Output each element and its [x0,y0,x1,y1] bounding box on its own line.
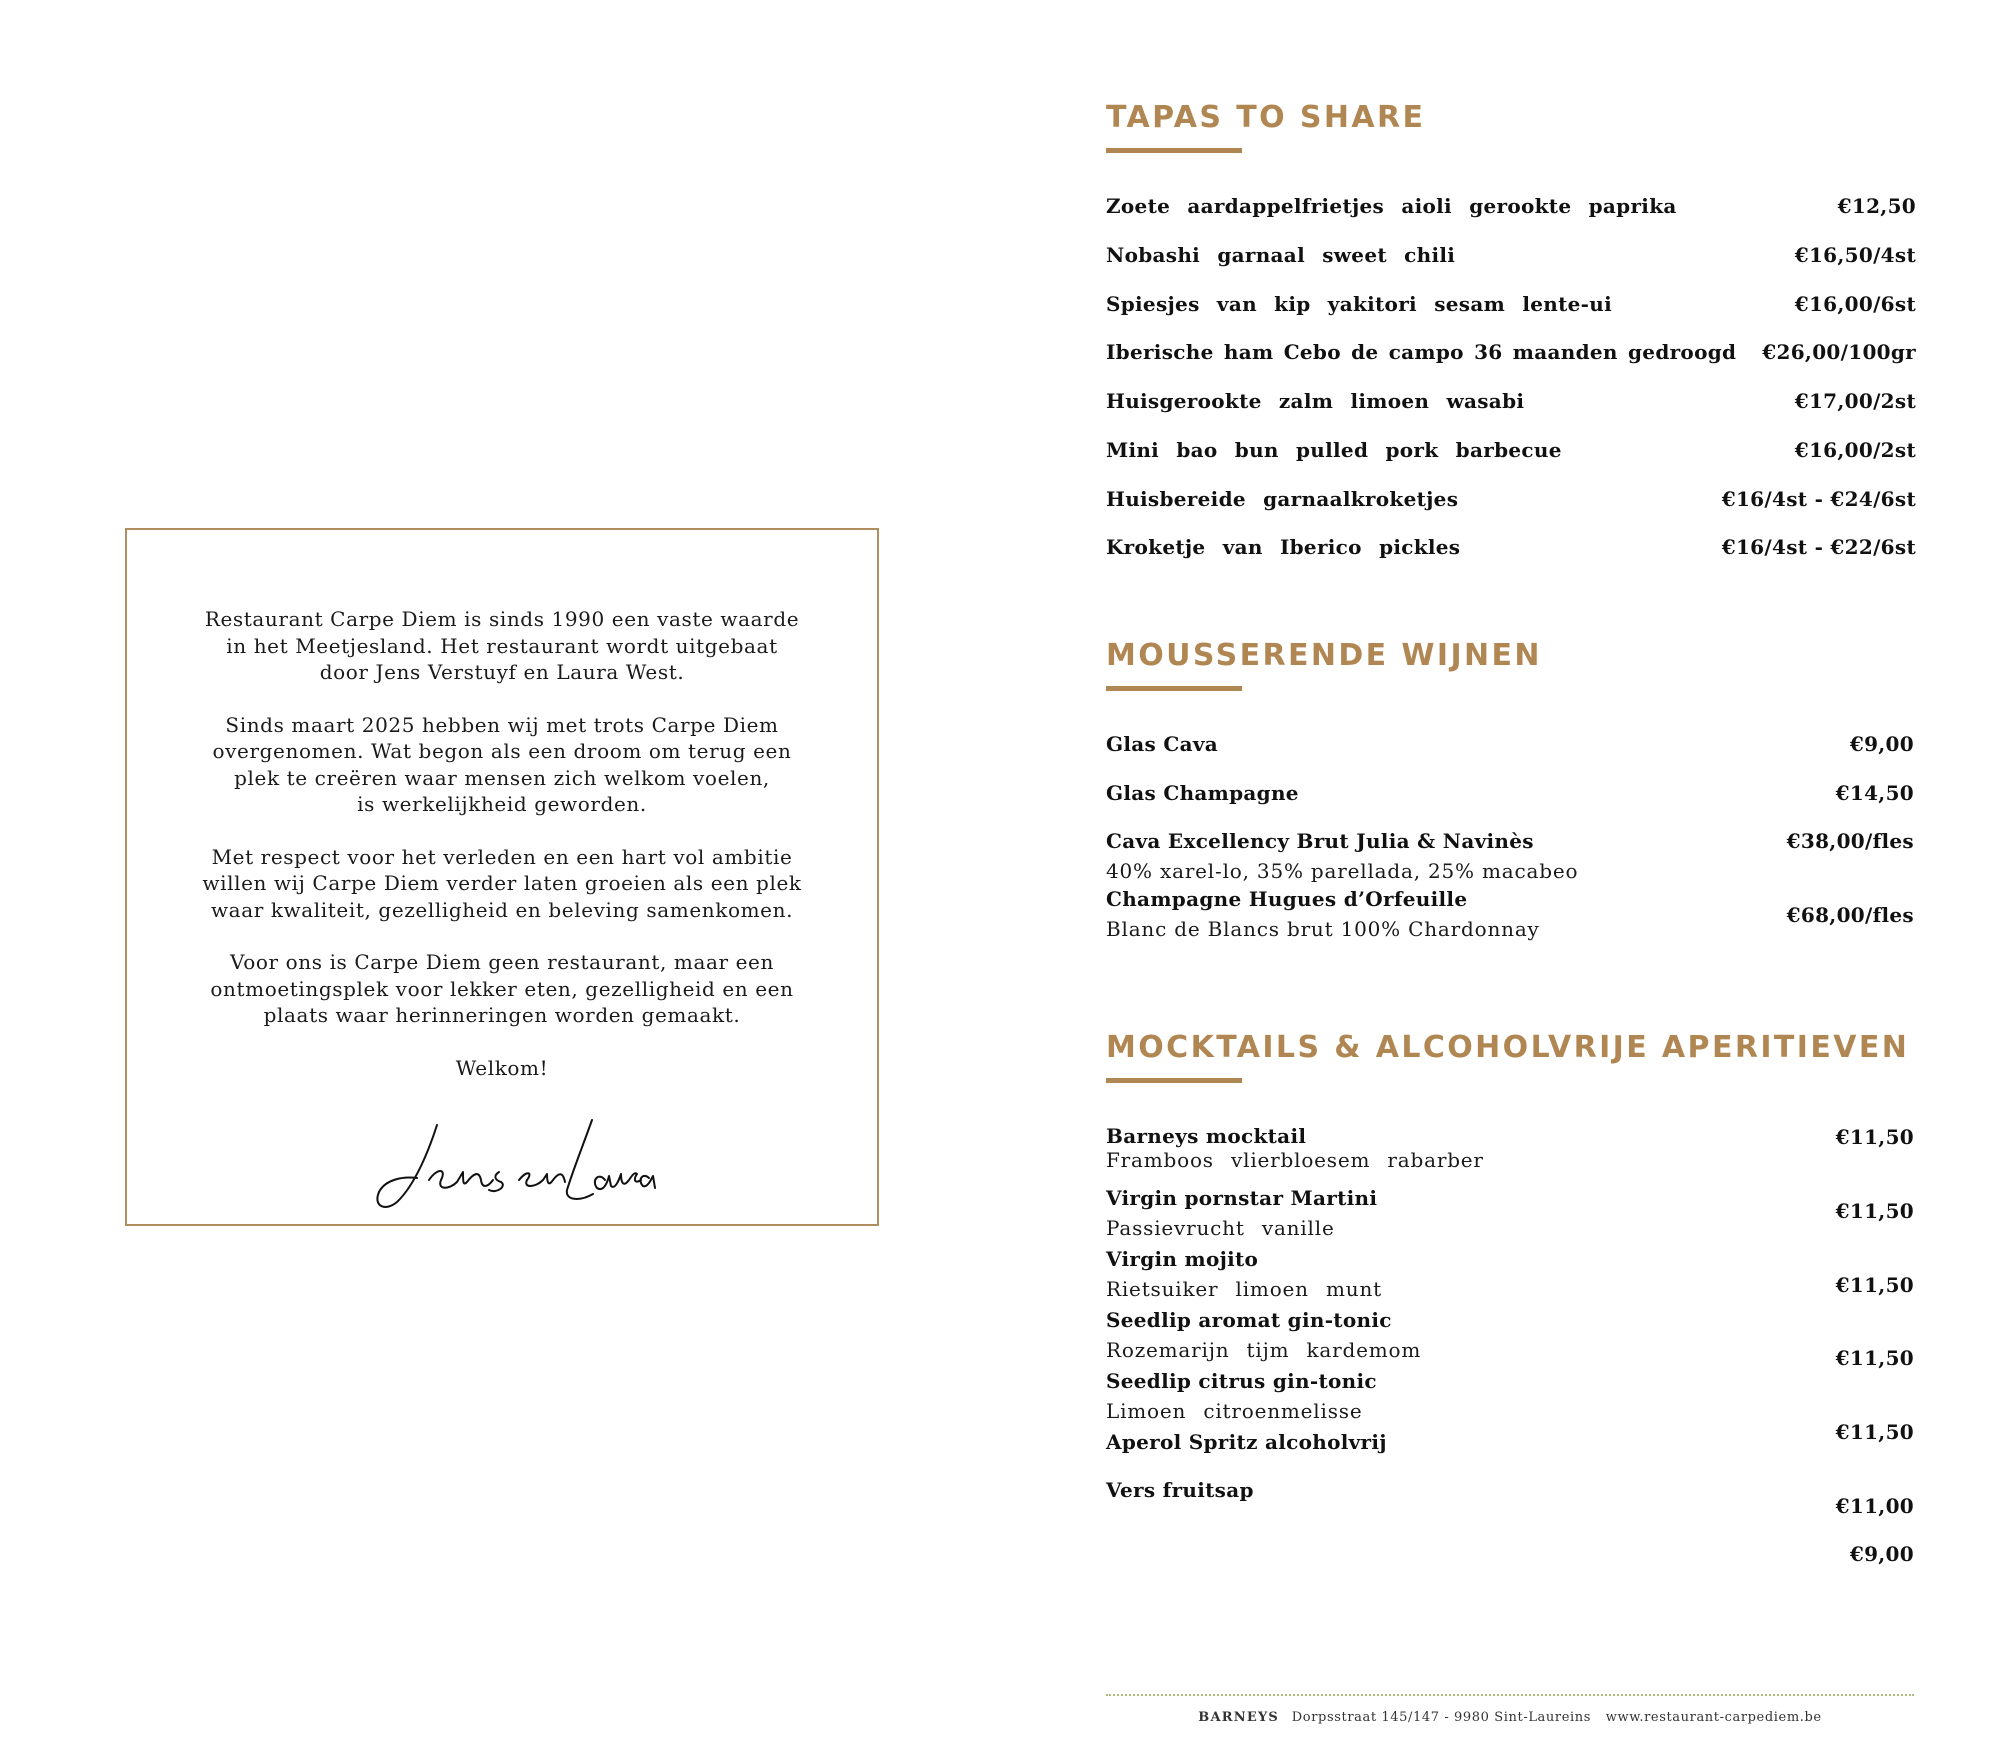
wine-item-name: Champagne Hugues d’Orfeuille [1106,887,1468,911]
section-rule-mocktails [1106,1078,1242,1083]
tapas-item-price: €16,00/2st [1794,438,1916,462]
mocktail-item-name: Seedlip aromat gin-tonic [1106,1308,1392,1332]
tapas-item-name: Iberische ham Cebo de campo 36 maanden gedroogd [1106,340,1737,364]
section-rule-tapas [1106,148,1242,153]
mocktail-item-name: Virgin pornstar Martini [1106,1186,1378,1210]
footer [1106,1710,1914,1725]
tapas-item-name: Kroketje van Iberico pickles [1106,535,1461,559]
welcome-paragraph-4: Voor ons is Carpe Diem geen restaurant, maar een ontmoetingsplek voor lekker eten, gezelligheid en een plaats waar herinneringen worden gemaakt. [210,950,794,1027]
tapas-item-price: €17,00/2st [1794,389,1916,413]
wine-item-description: 40% xarel-lo, 35% parellada, 25% macabeo [1106,859,1579,883]
mocktail-item-name: Seedlip citrus gin-tonic [1106,1369,1377,1393]
tapas-item-name: Nobashi garnaal sweet chili [1106,243,1456,267]
mocktail-price: €11,50 [1835,1420,1914,1444]
welcome-text [127,606,877,1107]
tapas-item-price: €16/4st - €24/6st [1721,487,1916,511]
mocktail-price: €11,50 [1835,1273,1914,1297]
wine-item-price: €68,00/fles [1786,903,1914,927]
wine-item-price: €9,00 [1849,732,1914,756]
footer-website-link[interactable]: www.restaurant-carpediem.be [1605,1710,1822,1725]
mocktail-item-description: Rozemarijn tijm kardemom [1106,1338,1422,1362]
signature [367,1110,657,1220]
tapas-item-name: Spiesjes van kip yakitori sesam lente-ui [1106,292,1612,316]
mocktail-item-name: Vers fruitsap [1106,1478,1254,1502]
mocktail-item-name: Virgin mojito [1106,1247,1259,1271]
welcome-closing: Welkom! [455,1055,549,1080]
tapas-item-price: €12,50 [1837,194,1916,218]
wine-item-description: Blanc de Blancs brut 100% Chardonnay [1106,917,1540,941]
wine-item-name: Glas Champagne [1106,781,1299,805]
tapas-item-price: €26,00/100gr [1762,340,1916,364]
mocktail-price: €11,00 [1835,1494,1914,1518]
mocktail-item-description: Rietsuiker limoen munt [1106,1277,1382,1301]
section-title-wines: MOUSSERENDE WIJNEN [1106,638,1542,673]
mocktail-item-description: Framboos vlierbloesem rabarber [1106,1148,1484,1172]
section-title-tapas: TAPAS TO SHARE [1106,100,1426,135]
footer-brand: BARNEYS [1198,1710,1280,1725]
section-title-mocktails: MOCKTAILS & ALCOHOLVRIJE APERITIEVEN [1106,1030,1910,1065]
wine-item-name: Cava Excellency Brut Julia & Navinès [1106,829,1534,853]
mocktail-price: €11,50 [1835,1199,1914,1223]
tapas-item-price: €16/4st - €22/6st [1721,535,1916,559]
tapas-item-price: €16,50/4st [1794,243,1916,267]
mocktail-price: €9,00 [1849,1542,1914,1566]
tapas-item-name: Huisbereide garnaalkroketjes [1106,487,1459,511]
mocktail-price: €11,50 [1835,1125,1914,1149]
tapas-item-name: Zoete aardappelfrietjes aioli gerookte paprika [1106,194,1677,218]
tapas-item-name: Mini bao bun pulled pork barbecue [1106,438,1562,462]
wine-item-price: €38,00/fles [1786,829,1914,853]
mocktail-item-description: Limoen citroenmelisse [1106,1399,1363,1423]
tapas-item-name: Huisgerookte zalm limoen wasabi [1106,389,1525,413]
footer-address: Dorpsstraat 145/147 - 9980 Sint-Laureins [1291,1710,1591,1725]
welcome-paragraph-1: Restaurant Carpe Diem is sinds 1990 een vaste waarde in het Meetjesland. Het restaurant wordt uitgebaat door Jens Verstuyf en Laura West. [204,607,800,684]
section-rule-wines [1106,686,1242,691]
mocktail-price: €11,50 [1835,1346,1914,1370]
mocktail-item-description: Passievrucht vanille [1106,1216,1335,1240]
mocktail-item-name: Barneys mocktail [1106,1124,1307,1148]
footer-divider [1106,1694,1914,1696]
welcome-paragraph-3: Met respect voor het verleden en een hart vol ambitie willen wij Carpe Diem verder laten groeien als een plek waar kwaliteit, gezelligheid en beleving samenkomen. [202,844,802,922]
wine-item-price: €14,50 [1835,781,1914,805]
mocktail-item-name: Aperol Spritz alcoholvrij [1106,1430,1387,1454]
tapas-item-price: €16,00/6st [1794,292,1916,316]
wine-item-name: Glas Cava [1106,732,1219,756]
welcome-paragraph-2: Sinds maart 2025 hebben wij met trots Carpe Diem overgenomen. Wat begon als een droom om terug een plek te creëren waar mensen zich welkom voelen, is werkelijkheid geworden. [212,712,792,816]
welcome-card [125,528,879,1226]
